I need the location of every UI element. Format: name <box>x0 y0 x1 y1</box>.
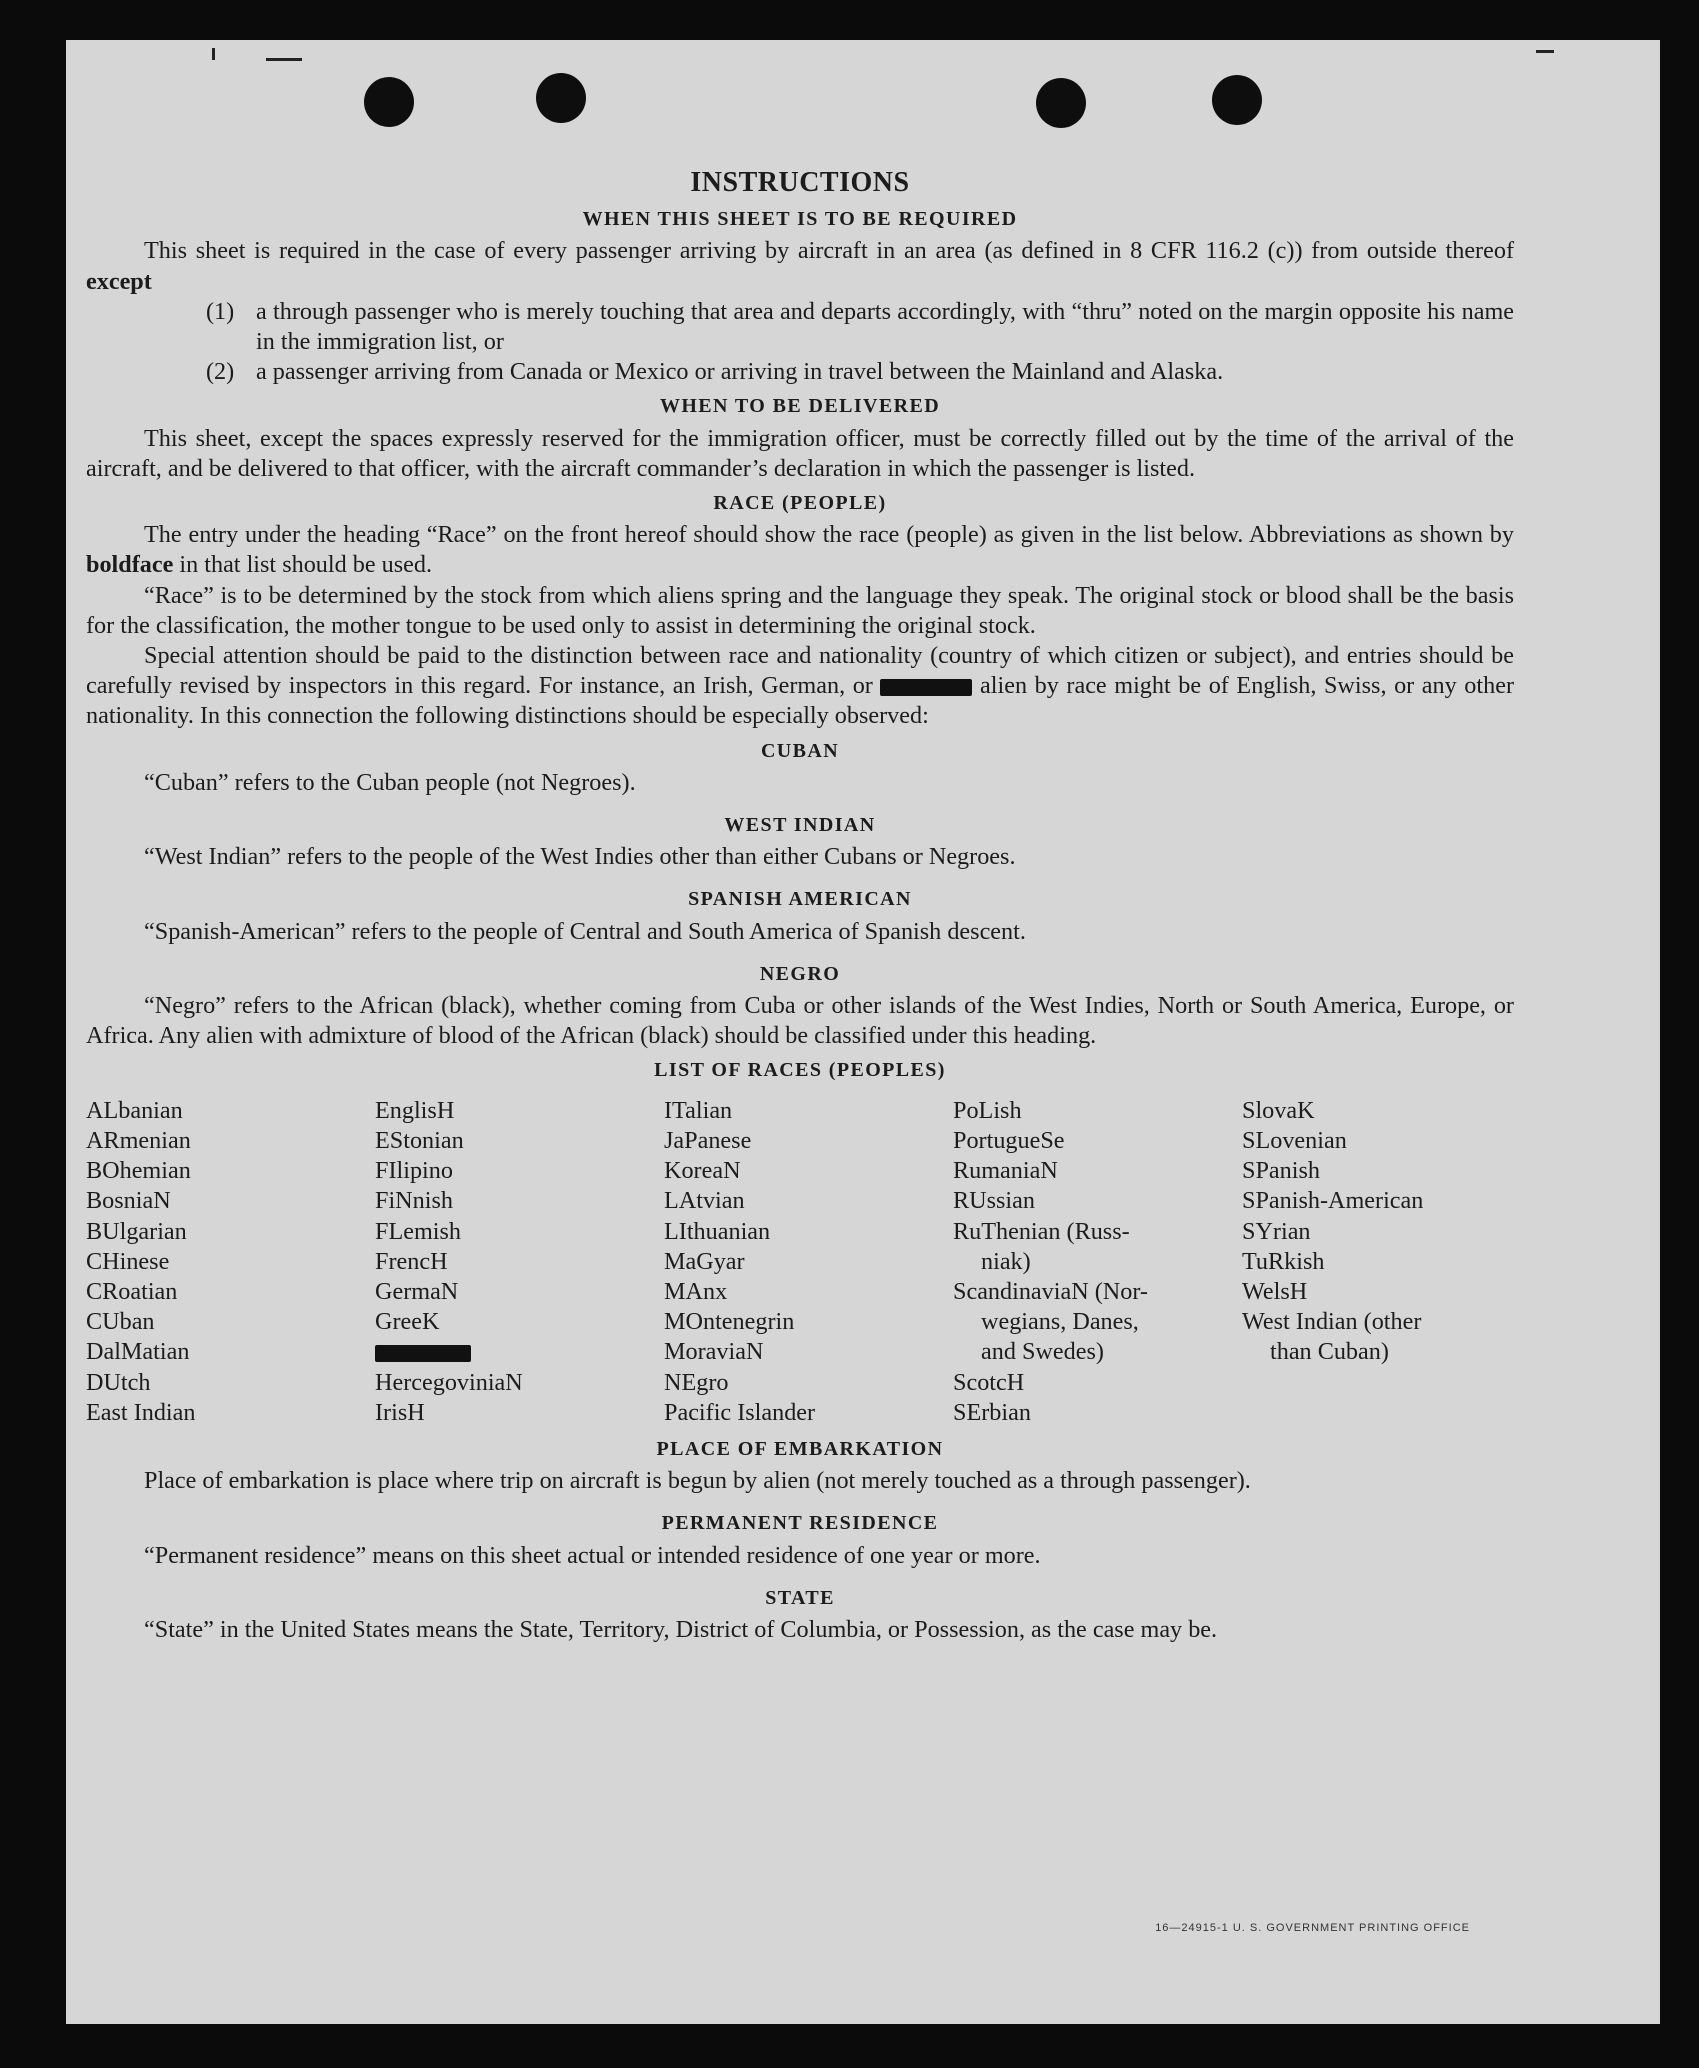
race-entry: West Indian (other <box>1242 1308 1422 1336</box>
race-entry: LIthuanian <box>664 1217 771 1245</box>
list-item <box>86 357 1514 387</box>
race-entry: MaGyar <box>664 1247 745 1275</box>
section-heading: WEST INDIAN <box>724 814 876 837</box>
redaction-mark <box>375 1345 471 1362</box>
races-column <box>375 1096 664 1428</box>
paragraph-text: Special attention should be paid to the distinction between race and nationality (country of which citizen or subject), and entries should be carefully revised by inspectors in this regard. For instance, an Irish, German, or <box>86 642 1514 700</box>
paragraph-text: The entry under the heading “Race” on the front hereof should show the race (people) as given in the list below. Abbreviations as shown by <box>144 521 1514 549</box>
race-entry: PoLish <box>953 1096 1022 1124</box>
item-text: a passenger arriving from Canada or Mexico or arriving in travel between the Mainland and Alaska. <box>256 358 1224 386</box>
paragraph-text: This sheet is required in the case of every passenger arriving by aircraft in an area (as defined in 8 CFR 116.2 (c)) from outside thereof <box>144 237 1514 265</box>
paragraph: “Negro” refers to the African (black), whether coming from Cuba or other islands of the West Indies, North or South America, Europe, or Africa. Any alien with admixture of blood of the African (black) should be classified under this heading. <box>86 992 1514 1050</box>
punch-hole <box>1212 75 1262 125</box>
paragraph: “Permanent residence” means on this sheet actual or intended residence of one year or more. <box>144 1541 1041 1569</box>
punch-hole <box>1036 78 1086 128</box>
race-entry: than Cuban) <box>1270 1338 1389 1366</box>
race-entry: SLovenian <box>1242 1126 1347 1154</box>
race-entry: BosniaN <box>86 1187 171 1215</box>
race-entry: HercegoviniaN <box>375 1368 523 1396</box>
race-entry: SYrian <box>1242 1217 1311 1245</box>
race-entry: ITalian <box>664 1096 733 1124</box>
race-entry: IrisH <box>375 1398 425 1426</box>
race-entry: DUtch <box>86 1368 151 1396</box>
races-column <box>953 1096 1242 1428</box>
section-heading: RACE (PEOPLE) <box>713 492 887 515</box>
race-entry: EnglisH <box>375 1096 455 1124</box>
race-entry: FLemish <box>375 1217 462 1245</box>
paragraph <box>86 520 1514 580</box>
race-entry: MAnx <box>664 1277 728 1305</box>
race-entry: CHinese <box>86 1247 170 1275</box>
race-entry: PortugueSe <box>953 1126 1065 1154</box>
item-number: (2) <box>206 358 235 386</box>
race-entry-redacted <box>375 1337 664 1367</box>
punch-hole <box>536 73 586 123</box>
instructions-content <box>86 168 1514 1645</box>
race-entry: SPanish <box>1242 1157 1320 1185</box>
paragraph <box>86 641 1514 732</box>
paragraph: “State” in the United States means the State, Territory, District of Columbia, or Possession, as the case may be. <box>144 1615 1218 1643</box>
race-entry: ARmenian <box>86 1126 191 1154</box>
races-column <box>664 1096 953 1428</box>
race-entry: MOntenegrin <box>664 1308 795 1336</box>
race-entry: RUssian <box>953 1187 1035 1215</box>
race-entry: East Indian <box>86 1398 196 1426</box>
race-entry: SlovaK <box>1242 1096 1315 1124</box>
scan-speck <box>1536 50 1554 53</box>
punch-hole <box>364 77 414 127</box>
paragraph: Place of embarkation is place where trip on aircraft is begun by alien (not merely touched as a through passenger). <box>144 1467 1251 1495</box>
race-entry: ScandinaviaN (Nor- <box>953 1277 1148 1305</box>
race-entry: EStonian <box>375 1126 464 1154</box>
race-entry: GreeK <box>375 1308 440 1336</box>
paragraph-text: alien by race might be of English, Swiss, or any other nationality. In this connection the following distinctions should be especially observed: <box>86 672 1515 730</box>
race-entry: niak) <box>981 1247 1031 1275</box>
race-entry: CRoatian <box>86 1277 178 1305</box>
race-entry: Pacific Islander <box>664 1398 816 1426</box>
scan-speck <box>212 48 215 60</box>
paragraph: “West Indian” refers to the people of the West Indies other than either Cubans or Negroes. <box>144 843 1016 871</box>
section-heading: LIST OF RACES (PEOPLES) <box>654 1059 946 1082</box>
race-entry: WelsH <box>1242 1277 1308 1305</box>
race-entry: LAtvian <box>664 1187 745 1215</box>
list-item <box>86 297 1514 357</box>
bold-text: boldface <box>86 551 174 579</box>
section-heading: STATE <box>765 1586 835 1609</box>
race-entry: BUlgarian <box>86 1217 187 1245</box>
race-entry: MoraviaN <box>664 1338 764 1366</box>
race-entry: DalMatian <box>86 1338 190 1366</box>
section-heading: NEGRO <box>759 962 841 985</box>
section-heading: WHEN TO BE DELIVERED <box>659 395 941 418</box>
paragraph: This sheet, except the spaces expressly reserved for the immigration officer, must be correctly filled out by the time of the arrival of the aircraft, and be delivered to that officer, with the aircraft commander’s declaration in which the passenger is listed. <box>86 424 1514 482</box>
race-entry: ALbanian <box>86 1096 183 1124</box>
section-heading: PLACE OF EMBARKATION <box>656 1437 944 1460</box>
race-entry: FrencH <box>375 1247 448 1275</box>
paragraph <box>86 236 1514 296</box>
race-entry: CUban <box>86 1308 155 1336</box>
race-entry: SPanish-American <box>1242 1187 1424 1215</box>
page-title: INSTRUCTIONS <box>690 167 910 198</box>
item-number: (1) <box>206 297 235 325</box>
race-entry: RuThenian (Russ- <box>953 1217 1130 1245</box>
paragraph: “Spanish-American” refers to the people of Central and South America of Spanish descent. <box>144 917 1026 945</box>
race-entry: FIlipino <box>375 1157 453 1185</box>
scan-speck <box>266 58 302 61</box>
race-entry: BOhemian <box>86 1157 191 1185</box>
race-entry: FiNnish <box>375 1187 453 1215</box>
race-entry: wegians, Danes, <box>981 1308 1139 1336</box>
item-text: a through passenger who is merely touching that area and departs accordingly, with “thru” noted on the margin opposite his name in the immigration list, or <box>256 297 1514 356</box>
race-entry: TuRkish <box>1242 1247 1325 1275</box>
paragraph: “Cuban” refers to the Cuban people (not Negroes). <box>144 768 636 796</box>
document-page <box>66 40 1660 2024</box>
race-entry: JaPanese <box>664 1126 752 1154</box>
race-entry: and Swedes) <box>981 1338 1104 1366</box>
races-column <box>86 1096 375 1428</box>
race-entry: RumaniaN <box>953 1157 1058 1185</box>
races-column <box>1242 1096 1531 1428</box>
redaction-mark <box>880 679 972 696</box>
section-heading: CUBAN <box>760 739 840 762</box>
race-entry: SErbian <box>953 1398 1031 1426</box>
race-entry: KoreaN <box>664 1157 741 1185</box>
printer-imprint: 16—24915-1 U. S. GOVERNMENT PRINTING OFFICE <box>1155 1922 1470 1934</box>
section-heading: SPANISH AMERICAN <box>688 888 912 911</box>
bold-text: except <box>86 267 152 295</box>
races-list <box>86 1096 1514 1428</box>
race-entry: NEgro <box>664 1368 729 1396</box>
paragraph-text: in that list should be used. <box>179 551 433 579</box>
race-entry: GermaN <box>375 1277 459 1305</box>
section-heading: PERMANENT RESIDENCE <box>661 1512 939 1535</box>
paragraph: “Race” is to be determined by the stock from which aliens spring and the language they speak. The original stock or blood shall be the basis for the classification, the mother tongue to be used only to assist in determining the original stock. <box>86 581 1514 639</box>
race-entry: ScotcH <box>953 1368 1025 1396</box>
section-heading: WHEN THIS SHEET IS TO BE REQUIRED <box>582 208 1018 231</box>
